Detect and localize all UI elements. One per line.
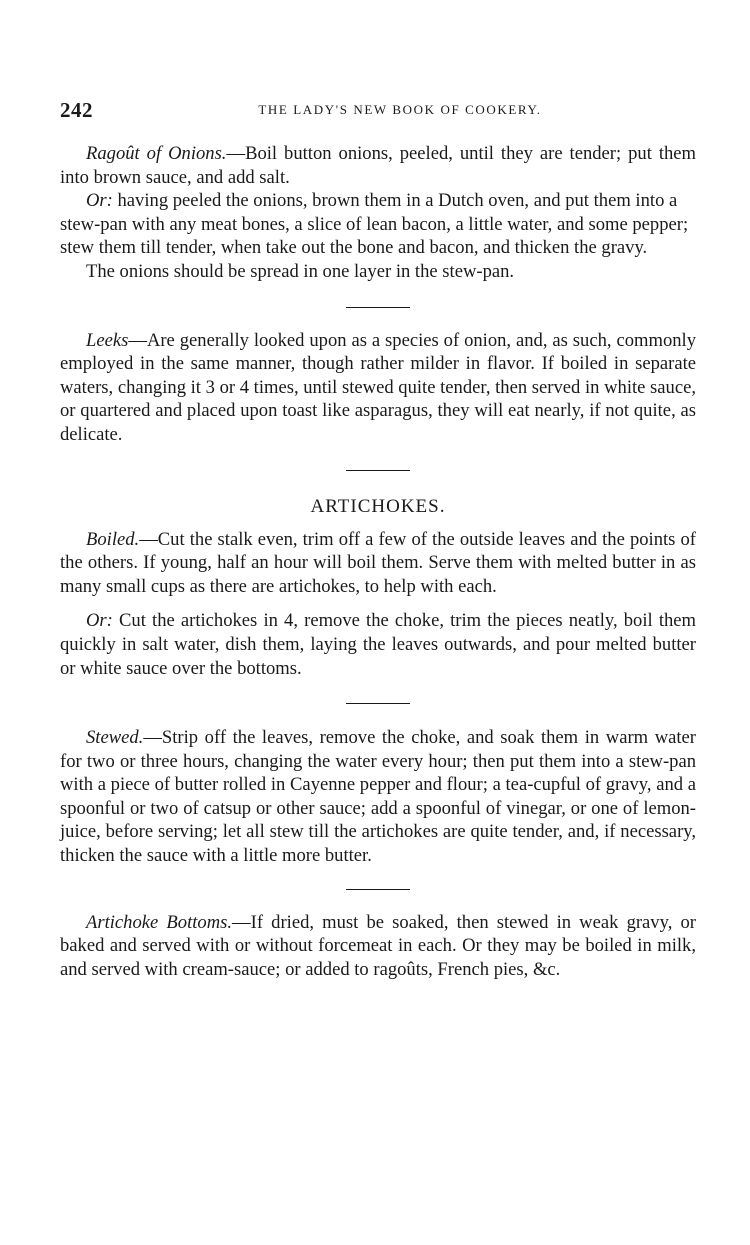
leeks-title: Leeks bbox=[86, 329, 129, 351]
onions-alternative-text: having peeled the onions, brown them in a Dutch oven, and put them into a stew-pan with any meat bones, a slice of lean bacon, a little water, and some pepper; stew them till tender, when take out the bone and bacon, and thicken the gravy. bbox=[60, 190, 689, 259]
artichoke-bottoms-text: —If dried, must be soaked, then stewed in weak gravy, or baked and served with or without forcemeat in each. Or they may be boiled in milk, and served with cream-sauce; or added to ragoûts, French pies, &c. bbox=[60, 911, 696, 980]
onions-note: The onions should be spread in one layer in the stew-pan. bbox=[86, 260, 515, 282]
section-divider bbox=[346, 703, 410, 704]
boiled-text: —Cut the stalk even, trim off a few of the outside leaves and the points of the others. If young, half an hour will boil them. Serve them with melted butter in as many small cups as there are artichokes, to help with each. bbox=[60, 528, 696, 597]
leeks-text: —Are generally looked upon as a species of onion, and, as such, commonly employed in the same manner, though rather milder in flavor. If boiled in separate waters, changing it 3 or 4 times, until stewed quite tender, then served in white sauce, or quartered and placed upon toast like asparagus, they will eat nearly, if not quite, as delicate. bbox=[60, 329, 696, 445]
page-body bbox=[60, 142, 696, 981]
artichokes-or-label: Or: bbox=[86, 610, 113, 632]
section-divider bbox=[346, 889, 410, 890]
stewed-artichokes-paragraph bbox=[60, 726, 696, 868]
page-number: 242 bbox=[60, 98, 93, 122]
boiled-title: Boiled. bbox=[86, 528, 140, 550]
ragout-of-onions-paragraph bbox=[60, 142, 696, 189]
artichokes-heading: ARTICHOKES. bbox=[310, 495, 446, 517]
artichokes-alternative-paragraph bbox=[60, 609, 696, 680]
ragout-of-onions-text: —Boil button onions, peeled, until they are tender; put them into brown sauce, and add salt. bbox=[60, 143, 697, 188]
section-divider bbox=[346, 470, 410, 471]
page-header bbox=[60, 98, 696, 122]
artichoke-bottoms-paragraph bbox=[60, 911, 696, 982]
ragout-of-onions-title: Ragoût of Onions. bbox=[86, 143, 227, 164]
stewed-text: —Strip off the leaves, remove the choke, and soak them in warm water for two or three hours, changing the water every hour; then put them into a stew-pan with a piece of butter rolled in Cayenne pepper and flour; a tea-cupful of gravy, and a spoonful or two of catsup or other sauce; add a spoonful of vinegar, or one of lemon-juice, before serving; let all stew till the artichokes are quite tender, and, if necessary, thicken the sauce with a little more butter. bbox=[60, 727, 696, 867]
onions-alternative-paragraph bbox=[60, 189, 696, 260]
running-title: THE LADY'S NEW BOOK OF COOKERY. bbox=[258, 102, 542, 117]
stewed-title: Stewed. bbox=[86, 727, 144, 749]
section-divider bbox=[346, 307, 410, 308]
artichokes-alternative-text: Cut the artichokes in 4, remove the choke, trim the pieces neatly, boil them quickly in salt water, dish them, laying the leaves outwards, and pour melted butter or white sauce over the bottoms. bbox=[60, 610, 696, 679]
paragraph-gap bbox=[60, 598, 696, 609]
boiled-artichokes-paragraph bbox=[60, 528, 696, 599]
leeks-paragraph bbox=[60, 329, 696, 447]
onions-or-label: Or: bbox=[86, 190, 113, 212]
artichoke-bottoms-title: Artichoke Bottoms. bbox=[86, 911, 233, 933]
